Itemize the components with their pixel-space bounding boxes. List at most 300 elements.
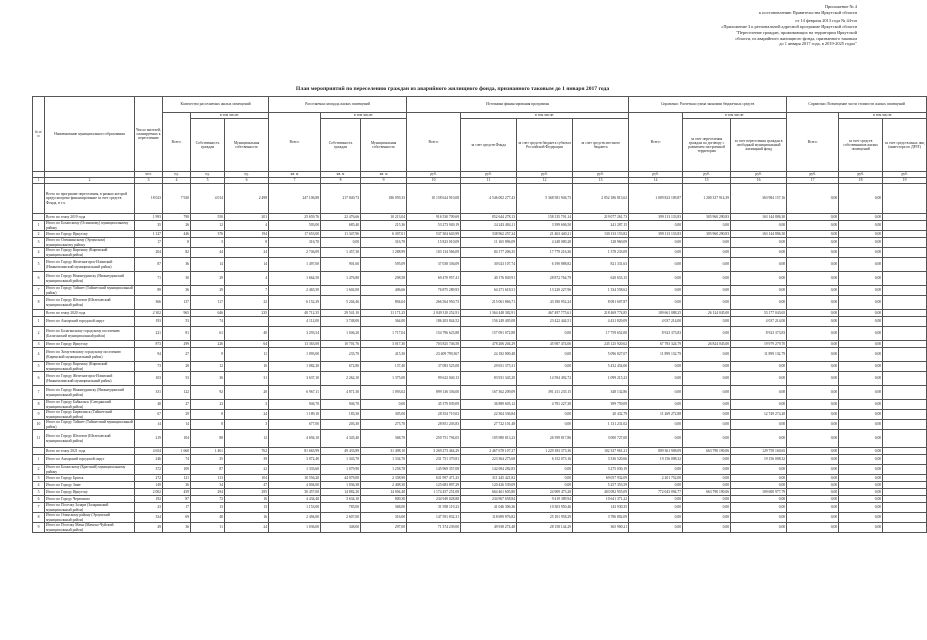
row-value-cell: 12 (191, 221, 225, 231)
row-value-cell: 87 (163, 496, 191, 503)
row-value-cell: 219 (135, 430, 163, 448)
row-value-cell: 31 498,10 (361, 448, 407, 455)
row-value-cell: 0,00 (839, 258, 883, 272)
row-value-cell: 1 036,38 (321, 482, 361, 489)
row-value-cell (883, 214, 927, 221)
row-value-cell: 0,00 (839, 184, 883, 214)
row-value-cell: 4 694,10 (269, 430, 321, 448)
row-value-cell: 19 156 008,32 (731, 455, 787, 465)
row-value-cell: 3 072,40 (269, 455, 321, 465)
row-value-cell: 137,40 (361, 362, 407, 372)
row-municipality-name: Итого по Городу Железногорск-Илимский (Нижнеилимский муниципальный район) (45, 372, 135, 386)
row-value-cell: 104 (225, 475, 269, 482)
row-value-cell: 0,00 (787, 221, 839, 231)
row-value-cell: 1 717,04 (361, 327, 407, 341)
row-value-cell: 0,00 (629, 386, 683, 400)
row-value-cell: 11 899 132,79 (731, 348, 787, 362)
row-value-cell: 595,09 (361, 258, 407, 272)
row-value-cell: 121 (163, 475, 191, 482)
table-row (33, 272, 927, 286)
row-value-cell: 316,70 (269, 238, 321, 248)
row-value-cell: 0,00 (839, 430, 883, 448)
col-header-municipal: Муниципальная собственность (225, 119, 269, 172)
row-value-cell: 537 304 643,99 (407, 231, 461, 238)
row-value-cell: 0,00 (839, 523, 883, 533)
row-value-cell: 0,00 (731, 272, 787, 286)
table-row (33, 448, 927, 455)
column-number-cell: 6 (225, 178, 269, 184)
row-value-cell: 39 (225, 455, 269, 465)
row-value-cell: 92 (191, 386, 225, 400)
row-value-cell: 158 135 791,14 (517, 214, 573, 221)
row-value-cell: 363 984 157,16 (731, 184, 787, 214)
row-municipality-name: Итого по Бохапскому (Осинскому) муниципальному району (45, 221, 135, 231)
row-value-cell: 0,00 (839, 489, 883, 496)
row-value-cell: 4 (225, 221, 269, 231)
row-value-cell: 946,70 (321, 400, 361, 410)
row-value-cell: 0,00 (517, 465, 573, 475)
unit-cell: руб. (407, 172, 461, 178)
row-value-cell: 1 153,00 (269, 503, 321, 513)
row-value-cell: 24 (225, 248, 269, 258)
row-value-cell: 53 177 043,65 (731, 310, 787, 317)
row-value-cell: 1 660 (163, 448, 191, 455)
row-value-cell: 53 273 949,19 (407, 221, 461, 231)
row-value-cell: 8 923 373,83 (731, 327, 787, 341)
row-value-cell: 364,00 (361, 317, 407, 327)
row-value-cell: 446 (163, 231, 191, 238)
row-value-cell: 117 (191, 296, 225, 310)
row-value-cell: 2 498 (225, 184, 269, 214)
row-value-cell: 19 979 279,70 (731, 341, 787, 348)
row-value-cell: 3 (225, 420, 269, 430)
row-value-cell: 677,00 (269, 420, 321, 430)
row-value-cell: 0,00 (787, 348, 839, 362)
row-municipality-name: Всего по этапу 2021 года (45, 448, 135, 455)
row-value-cell: 10 556,20 (269, 475, 321, 482)
row-municipality-name: Всего по этапу 2020 года (45, 310, 135, 317)
row-value-cell: 4 654 (135, 448, 163, 455)
table-row (33, 482, 927, 489)
row-value-cell: 49 (135, 523, 163, 533)
row-value-cell: 83 931 345,29 (461, 372, 517, 386)
row-value-cell: 4 431 829,09 (573, 317, 629, 327)
row-value-cell: 0,00 (839, 410, 883, 420)
row-value-cell: 2 746,09 (269, 248, 321, 258)
row-number: 1 (33, 317, 45, 327)
row-value-cell: 0,00 (839, 513, 883, 523)
row-number: 8 (33, 296, 45, 310)
row-value-cell: 104 (163, 430, 191, 448)
row-value-cell: 1 229 183 373,36 (517, 448, 573, 455)
row-value-cell: 0,00 (787, 496, 839, 503)
row-value-cell: 149 (135, 482, 163, 489)
row-value-cell: 0,00 (731, 258, 787, 272)
row-value-cell: 664 461 605,80 (461, 489, 517, 496)
row-value-cell: 76 875 289,93 (407, 286, 461, 296)
row-value-cell: 0,00 (839, 348, 883, 362)
row-value-cell: 305 960 290,83 (683, 231, 731, 238)
row-value-cell: 0,00 (629, 372, 683, 386)
row-value-cell: 43 180 952,24 (517, 296, 573, 310)
row-value-cell: 685,40 (321, 221, 361, 231)
row-value-cell: 10 641 371,22 (573, 496, 629, 503)
row-value-cell: 2 302 (135, 310, 163, 317)
row-value-cell: 620 653,15 (573, 272, 629, 286)
row-value-cell: 194 (225, 231, 269, 238)
row-value-cell: 36 889 603,12 (461, 400, 517, 410)
row-value-cell: 8 923 373,83 (629, 327, 683, 341)
row-value-cell: 1 364 448 382,91 (461, 310, 517, 317)
row-value-cell: 14 (191, 258, 225, 272)
row-value-cell: 0,00 (731, 420, 787, 430)
row-value-cell: 785,00 (321, 503, 361, 513)
row-value-cell: 1 036,00 (269, 523, 321, 533)
row-value-cell: 0,00 (683, 221, 731, 231)
approval-line: Приложение № 4 (824, 4, 857, 9)
row-value-cell: 0,00 (839, 455, 883, 465)
row-value-cell: 17 (135, 238, 163, 248)
row-value-cell: 103 (135, 372, 163, 386)
row-value-cell: 0,00 (683, 475, 731, 482)
row-value-cell: 226 (191, 341, 225, 348)
row-value-cell: 37 083 525,08 (407, 362, 461, 372)
column-number-cell: 11 (461, 178, 517, 184)
row-value-cell: 894,04 (361, 296, 407, 310)
col-header-ref-c2: за счет переселения граждан в свободный муниципальный жилищный фонд (731, 119, 787, 172)
table-row (33, 523, 927, 533)
row-value-cell: 53 (163, 372, 191, 386)
row-value-cell: 17 759 652,00 (573, 327, 629, 341)
row-number: 9 (33, 410, 45, 420)
table-row (33, 296, 927, 310)
row-value-cell: 459 (163, 489, 191, 496)
row-value-cell (883, 248, 927, 258)
row-value-cell: 11 171,25 (361, 310, 407, 317)
row-value-cell: 772 043 094,77 (629, 489, 683, 496)
row-value-cell: 0,00 (683, 296, 731, 310)
row-value-cell (883, 523, 927, 533)
row-value-cell (883, 310, 927, 317)
row-value-cell: 20 432,79 (573, 410, 629, 420)
row-value-cell: 20 (225, 386, 269, 400)
row-value-cell: 0,00 (787, 465, 839, 475)
row-value-cell: 14 (225, 258, 269, 272)
row-value-cell: 0,00 (683, 523, 731, 533)
row-value-cell: 74 (191, 317, 225, 327)
row-value-cell: 0,00 (683, 465, 731, 475)
row-value-cell (883, 513, 927, 523)
row-value-cell: 0,00 (731, 238, 787, 248)
column-number-cell: 12 (517, 178, 573, 184)
row-value-cell: 0,00 (839, 341, 883, 348)
row-value-cell: 348,00 (321, 523, 361, 533)
row-value-cell: 0,00 (787, 475, 839, 482)
row-value-cell: 1 127 (135, 231, 163, 238)
row-value-cell: 0,00 (731, 465, 787, 475)
row-value-cell: 103 134 566,09 (407, 248, 461, 258)
row-value-cell: 4 014 (191, 184, 225, 214)
row-value-cell: 0,00 (683, 327, 731, 341)
row-value-cell: 916 530 709,69 (407, 214, 461, 221)
row-municipality-name: Итого по Балаганскому городскому поселению (Балаганский муниципальный район) (45, 327, 135, 341)
row-value-cell: 5 096 827,07 (573, 348, 629, 362)
row-number: 3 (33, 341, 45, 348)
row-value-cell: 1 099 215,23 (573, 372, 629, 386)
row-value-cell (883, 420, 927, 430)
row-value-cell: 17 779 216,36 (517, 248, 573, 258)
row-value-cell: 5 257 353,59 (573, 482, 629, 489)
row-number: 3 (33, 238, 45, 248)
row-value-cell: 13 (191, 503, 225, 513)
row-value-cell: 22 (225, 465, 269, 475)
unit-cell: руб. (731, 172, 787, 178)
row-value-cell: 6 152,29 (269, 296, 321, 310)
column-number-cell: 9 (361, 178, 407, 184)
row-value-cell: 26 124 045,00 (683, 310, 731, 317)
row-value-cell: 0,00 (787, 248, 839, 258)
row-value-cell: 186 203 844,52 (407, 317, 461, 327)
row-number: 6 (33, 272, 45, 286)
row-value-cell: 790 (163, 214, 191, 221)
row-value-cell: 11 899 132,79 (629, 348, 683, 362)
row-value-cell: 873 (135, 341, 163, 348)
row-value-cell: 36 (163, 286, 191, 296)
row-value-cell: 0,00 (839, 310, 883, 317)
row-value-cell: 368,00 (361, 503, 407, 513)
row-value-cell: 946,70 (269, 400, 321, 410)
col-header-funds: Источники финансирования программы (407, 97, 629, 113)
row-value-cell: 1 497,00 (269, 258, 321, 272)
row-value-cell: 800,30 (361, 496, 407, 503)
col-header-name: Наименование муниципального образования (45, 97, 135, 172)
unit-cell: ед. (163, 172, 191, 178)
row-value-cell: 0,00 (839, 386, 883, 400)
row-municipality-name: Итого по Городу Братск (45, 475, 135, 482)
row-value-cell (883, 455, 927, 465)
row-value-cell: 12 (225, 430, 269, 448)
table-row (33, 496, 927, 503)
row-value-cell: 2 607,00 (321, 513, 361, 523)
row-value-cell: 1 457,30 (321, 248, 361, 258)
row-value-cell: 334 (135, 513, 163, 523)
row-value-cell: 0,00 (731, 513, 787, 523)
row-number: 1 (33, 221, 45, 231)
row-value-cell: 0,00 (731, 362, 787, 372)
row-value-cell: 1 082,20 (269, 362, 321, 372)
row-value-cell (883, 258, 927, 272)
row-value-cell: 28 158 144,29 (517, 523, 573, 533)
row-value-cell: 15 823 010,09 (407, 238, 461, 248)
row-number (33, 184, 45, 214)
row-value-cell: 29 541,10 (321, 310, 361, 317)
row-value-cell: 22 (225, 296, 269, 310)
table-row (33, 410, 927, 420)
row-number: 8 (33, 513, 45, 523)
row-value-cell (883, 430, 927, 448)
approval-line: к постановлению Правительства Иркутской области (758, 9, 857, 15)
row-value-cell: 0,00 (629, 482, 683, 489)
row-value-cell: 81 (163, 327, 191, 341)
row-value-cell: 703 825 746,58 (407, 341, 461, 348)
row-value-cell: 35 (191, 455, 225, 465)
column-number-cell: 10 (407, 178, 461, 184)
row-value-cell: 1 664,50 (269, 272, 321, 286)
row-value-cell: 7 920 (163, 184, 191, 214)
row-municipality-name: Итого по Ангарский городской округ (45, 317, 135, 327)
row-value-cell: 0,00 (683, 248, 731, 258)
row-value-cell: 550 (191, 214, 225, 221)
row-municipality-name: Итого по Ангарский городской округ (45, 455, 135, 465)
column-number-cell: 14 (629, 178, 683, 184)
row-value-cell: 0,00 (321, 238, 361, 248)
row-value-cell: 250 751 794,05 (407, 430, 461, 448)
row-value-cell: 406,66 (361, 286, 407, 296)
document-title: План мероприятий по переселению граждан из аварийного жилищного фонда, признанного таковым до 1 января 2017 года (295, 86, 610, 92)
row-value-cell: 24 (225, 523, 269, 533)
table-row (33, 465, 927, 475)
row-municipality-name: Итого по Городу Тайшет (Тайшетский муниципальный район) (46, 420, 133, 429)
row-value-cell: 0,00 (787, 184, 839, 214)
row-value-cell: 67 (135, 410, 163, 420)
row-municipality-name: Итого по Осинскому району (Эрчунский муниципальный район) (45, 513, 135, 523)
table-row (33, 310, 927, 317)
row-value-cell: 0,00 (683, 272, 731, 286)
row-value-cell: 87 (191, 465, 225, 475)
row-value-cell: 18 023 (135, 184, 163, 214)
row-value-cell: 64 271 618,51 (461, 286, 517, 296)
row-value-cell: 81 665,99 (269, 448, 321, 455)
column-number-cell: 4 (163, 178, 191, 184)
row-value-cell: 0,00 (629, 503, 683, 513)
row-value-cell: 10 158 624 910,08 (407, 184, 461, 214)
row-value-cell: 1 461 (191, 448, 225, 455)
row-value-cell (883, 341, 927, 348)
row-number: 3 (33, 475, 45, 482)
row-value-cell: 4 345,40 (321, 430, 361, 448)
row-value-cell: 156 249 405,08 (461, 317, 517, 327)
row-value-cell: 2 408,30 (361, 482, 407, 489)
row-value-cell: 0,00 (629, 513, 683, 523)
row-value-cell: 0,00 (517, 420, 573, 430)
row-value-cell: 137 (163, 296, 191, 310)
row-value-cell: 0,00 (787, 386, 839, 400)
row-value-cell: 0,00 (731, 221, 787, 231)
row-value-cell: 0,00 (839, 286, 883, 296)
row-value-cell: 1 993 (135, 214, 163, 221)
row-value-cell: 4 434,40 (269, 496, 321, 503)
row-value-cell: 24 (225, 410, 269, 420)
row-value-cell: 3 269 273 464,29 (407, 448, 461, 455)
row-value-cell: 0,00 (787, 372, 839, 386)
row-value-cell: 3 293,54 (269, 327, 321, 341)
row-value-cell (883, 489, 927, 496)
row-value-cell: 24 243 484,11 (461, 221, 517, 231)
table-row (33, 221, 927, 231)
row-value-cell: 299 (163, 341, 191, 348)
row-value-cell: 129 758 160,65 (731, 448, 787, 455)
row-number: 4 (33, 248, 45, 258)
row-value-cell: 218 469 774,85 (573, 310, 629, 317)
row-value-cell: 99 623 040,13 (407, 372, 461, 386)
row-value-cell: 2 465,50 (269, 286, 321, 296)
row-value-cell: 2 338,90 (361, 475, 407, 482)
row-value-cell (883, 238, 927, 248)
row-value-cell: 69 470 957,41 (407, 272, 461, 286)
col-header-funds-incl: в том числе: (461, 113, 629, 119)
row-value-cell: 6 190 888,82 (517, 258, 573, 272)
row-value-cell: 0,00 (683, 317, 731, 327)
row-number: 6 (33, 372, 45, 386)
row-value-cell: 0,00 (787, 503, 839, 513)
col-header-refc-incl: в том числе: (683, 113, 787, 119)
unit-cell: чел. (135, 172, 163, 178)
row-value-cell: 215,36 (361, 221, 407, 231)
row-value-cell: 311 245 421,82 (461, 475, 517, 482)
row-value-cell: 4 (225, 272, 269, 286)
row-value-cell: 0,00 (839, 272, 883, 286)
row-value-cell: 23 (191, 400, 225, 410)
table-row (33, 341, 927, 348)
row-value-cell: 34 (191, 482, 225, 489)
row-value-cell: 852 644 278,13 (461, 214, 517, 221)
row-value-cell: 1 131 231,02 (573, 420, 629, 430)
row-number: 7 (33, 503, 45, 513)
row-value-cell: 23 (135, 503, 163, 513)
row-value-cell: 17 653,00 (269, 231, 321, 238)
table-row (33, 238, 927, 248)
row-value-cell: 3 786 802,09 (573, 513, 629, 523)
row-value-cell (883, 184, 927, 214)
row-value-cell: 0,00 (839, 465, 883, 475)
row-value-cell: 45 379 039,09 (407, 400, 461, 410)
row-value-cell: 22 304 336,84 (461, 410, 517, 420)
row-value-cell: 109 (163, 465, 191, 475)
row-value-cell: 88 (191, 430, 225, 448)
row-value-cell (225, 317, 269, 327)
row-value-cell: 61 (191, 327, 225, 341)
row-value-cell: 0,00 (683, 386, 731, 400)
row-value-cell: 503,00 (269, 221, 321, 231)
row-value-cell: 0,00 (839, 400, 883, 410)
row-value-cell (883, 221, 927, 231)
row-value-cell: 223 364 275,68 (461, 455, 517, 465)
row-value-cell: 0,00 (629, 221, 683, 231)
row-value-cell: 646 (191, 310, 225, 317)
row-value-cell: 0,00 (629, 362, 683, 372)
col-header-ref-exceeding: Справочно: Возмещение части стоимости жилых помещений (787, 97, 927, 113)
row-value-cell: 186 059,33 (361, 184, 407, 214)
row-value-cell: 0,00 (683, 482, 731, 489)
row-value-cell: 41 046 306,36 (461, 503, 517, 513)
row-value-cell: 30 (163, 272, 191, 286)
row-value-cell: 25 659,76 (269, 214, 321, 221)
row-number (33, 310, 45, 317)
row-value-cell: 1 378 233,09 (573, 248, 629, 258)
row-value-cell: 0,00 (683, 455, 731, 465)
unit-cell: руб. (629, 172, 683, 178)
column-number-cell: 1 (33, 178, 45, 184)
row-number: 10 (33, 420, 45, 430)
row-value-cell: 16 (225, 362, 269, 372)
row-value-cell: 0,00 (629, 258, 683, 272)
row-value-cell: 16 (225, 513, 269, 523)
row-value-cell: 672,80 (321, 362, 361, 372)
row-value-cell: 192 (135, 496, 163, 503)
row-value-cell (883, 386, 927, 400)
row-value-cell: 3 637,10 (269, 372, 321, 386)
approval-line: области, из аварийного жилищного фонда, признанного таковым (735, 35, 857, 41)
